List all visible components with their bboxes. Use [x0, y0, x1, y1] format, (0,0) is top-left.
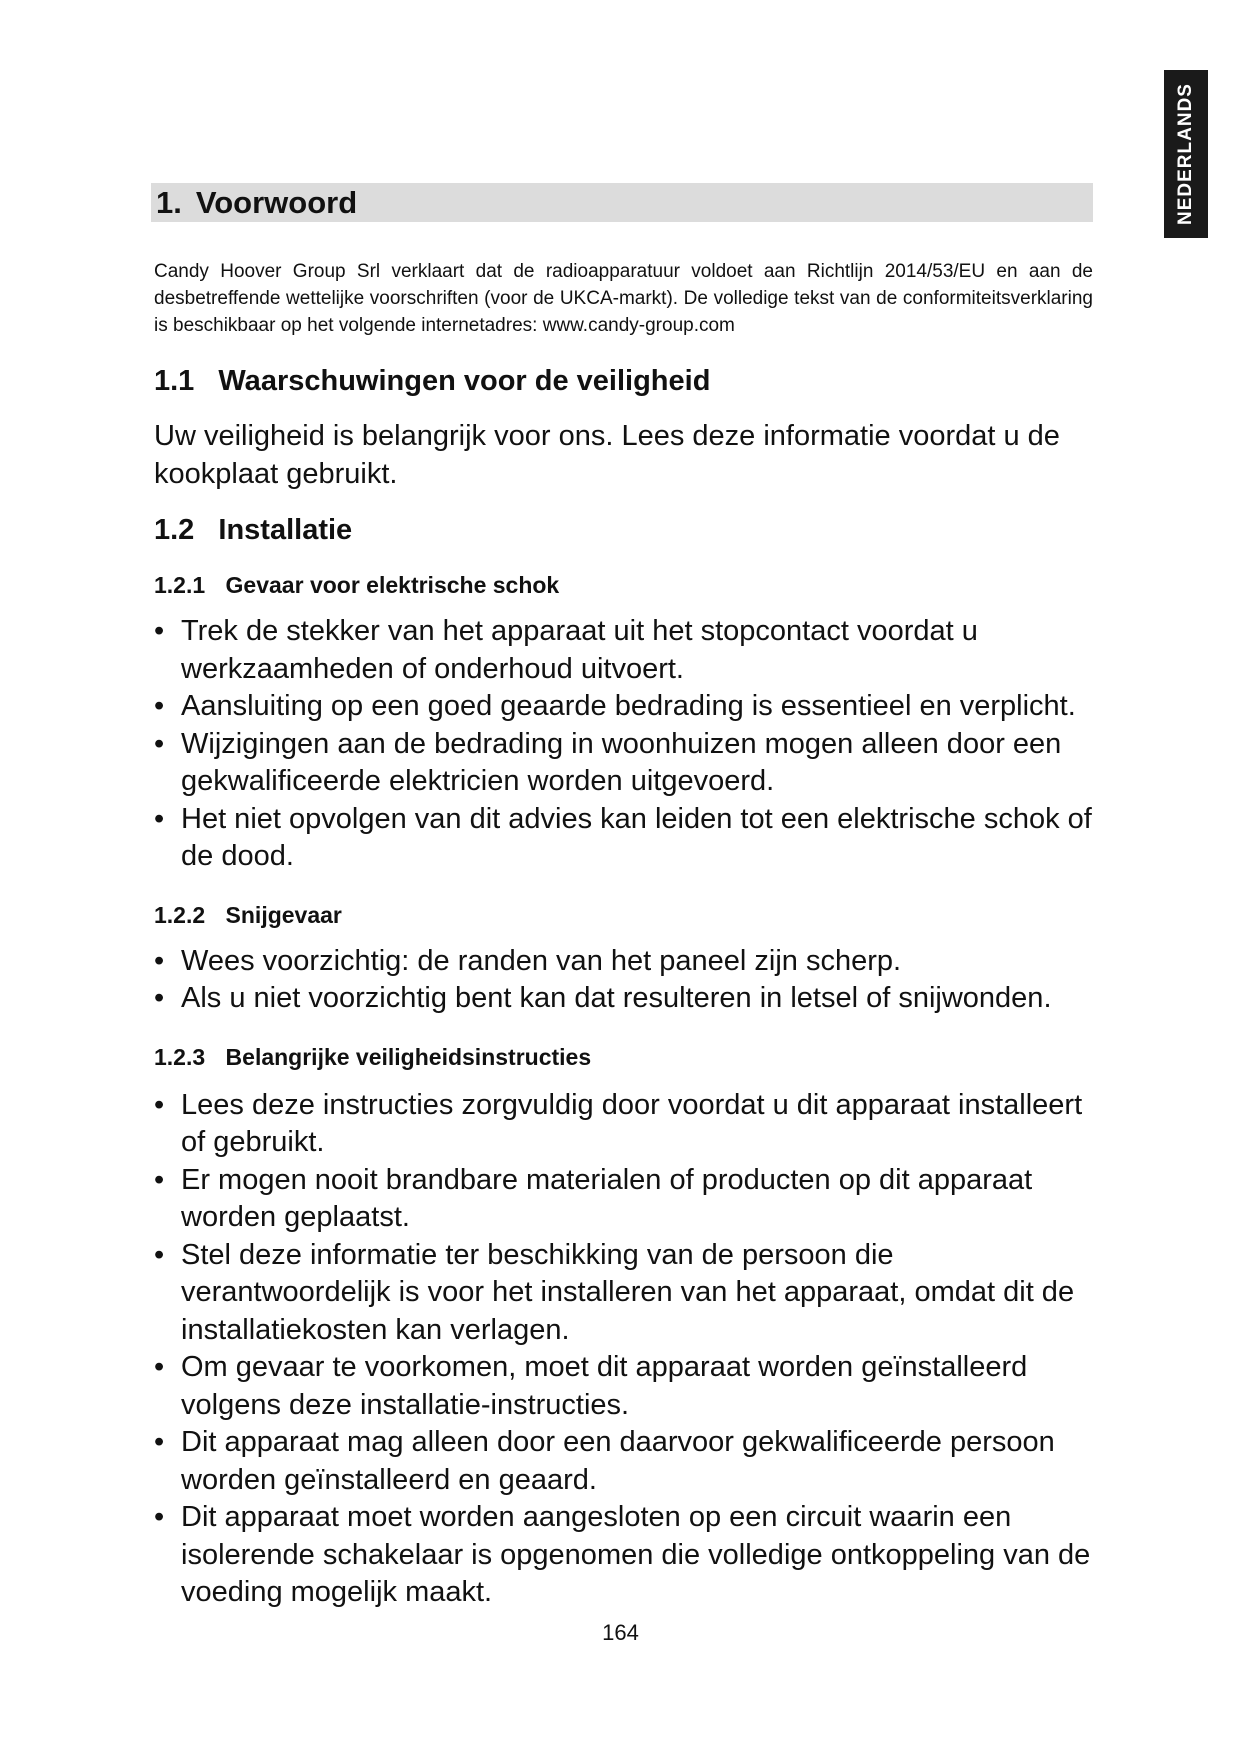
section-1-title: Voorwoord: [195, 184, 358, 220]
section-1-2-2-title: Snijgevaar: [225, 901, 342, 928]
safety-instructions-list: [154, 1087, 1093, 1612]
list-item: • Het niet opvolgen van dit advies kan leiden tot een elektrische schok of de dood.: [154, 801, 1093, 876]
page-content: [150, 183, 1093, 1612]
section-1-2-3-heading: [154, 1044, 1093, 1071]
language-tab-label: NEDERLANDS: [1175, 83, 1197, 225]
section-1-2-heading: [154, 514, 1093, 547]
section-1-1-heading: [154, 365, 1093, 398]
cutting-hazard-list: [154, 943, 1093, 1018]
language-tab: [1164, 70, 1208, 238]
section-1-number: 1.: [156, 184, 182, 220]
list-item: • Lees deze instructies zorgvuldig door voordat u dit apparaat installeert of gebruikt.: [154, 1087, 1093, 1162]
list-item: • Aansluiting op een goed geaarde bedrading is essentieel en verplicht.: [154, 688, 1093, 726]
section-1-2-2-heading: [154, 902, 1093, 929]
section-1-2-1-number: 1.2.1: [154, 572, 206, 598]
list-item: • Dit apparaat mag alleen door een daarvoor gekwalificeerde persoon worden geïnstalleerd en geaard.: [154, 1424, 1093, 1499]
section-1-2-3-number: 1.2.3: [154, 1043, 206, 1070]
section-1-2-3-title: Belangrijke veiligheidsinstructies: [225, 1043, 592, 1070]
list-item: • Dit apparaat moet worden aangesloten op een circuit waarin een isolerende schakelaar is opgenomen die volledige ontkoppeling van de voeding mogelijk maakt.: [154, 1499, 1093, 1612]
electric-shock-list: [154, 613, 1093, 876]
list-item: • Er mogen nooit brandbare materialen of producten op dit apparaat worden geplaatst.: [154, 1162, 1093, 1237]
page-number: 164: [602, 1620, 639, 1645]
list-item: • Stel deze informatie ter beschikking van de persoon die verantwoordelijk is voor het installeren van het apparaat, omdat dit de installatiekosten kan verlagen.: [154, 1237, 1093, 1350]
section-1-1-number: 1.1: [154, 365, 195, 397]
section-1-2-number: 1.2: [154, 514, 195, 546]
list-item: • Wijzigingen aan de bedrading in woonhuizen mogen alleen door een gekwalificeerde elektricien worden uitgevoerd.: [154, 726, 1093, 801]
section-1-2-1-heading: [154, 572, 1093, 599]
list-item: • Om gevaar te voorkomen, moet dit apparaat worden geïnstalleerd volgens deze installatie-instructies.: [154, 1349, 1093, 1424]
section-1-1-title: Waarschuwingen voor de veiligheid: [218, 365, 711, 397]
list-item: • Als u niet voorzichtig bent kan dat resulteren in letsel of snijwonden.: [154, 980, 1093, 1018]
section-1-2-1-title: Gevaar voor elektrische schok: [225, 572, 560, 598]
section-1-2-title: Installatie: [218, 514, 353, 546]
section-1-2-2-number: 1.2.2: [154, 901, 206, 928]
list-item: • Trek de stekker van het apparaat uit het stopcontact voordat u werkzaamheden of onderhoud uitvoert.: [154, 613, 1093, 688]
list-item: • Wees voorzichtig: de randen van het paneel zijn scherp.: [154, 943, 1093, 981]
declaration-paragraph: Candy Hoover Group Srl verklaart dat de radioapparatuur voldoet aan Richtlijn 2014/53/EU en aan de desbetreffende wettelijke voorschriften (voor de UKCA-markt). De volledige tekst van de conformiteitsverklaring is beschikbaar op het volgende internetadres: www.candy-group.com: [154, 261, 1093, 336]
section-1-heading: [151, 183, 1093, 222]
safety-intro-paragraph: Uw veiligheid is belangrijk voor ons. Lees deze informatie voordat u de kookplaat gebruikt.: [154, 420, 1060, 490]
